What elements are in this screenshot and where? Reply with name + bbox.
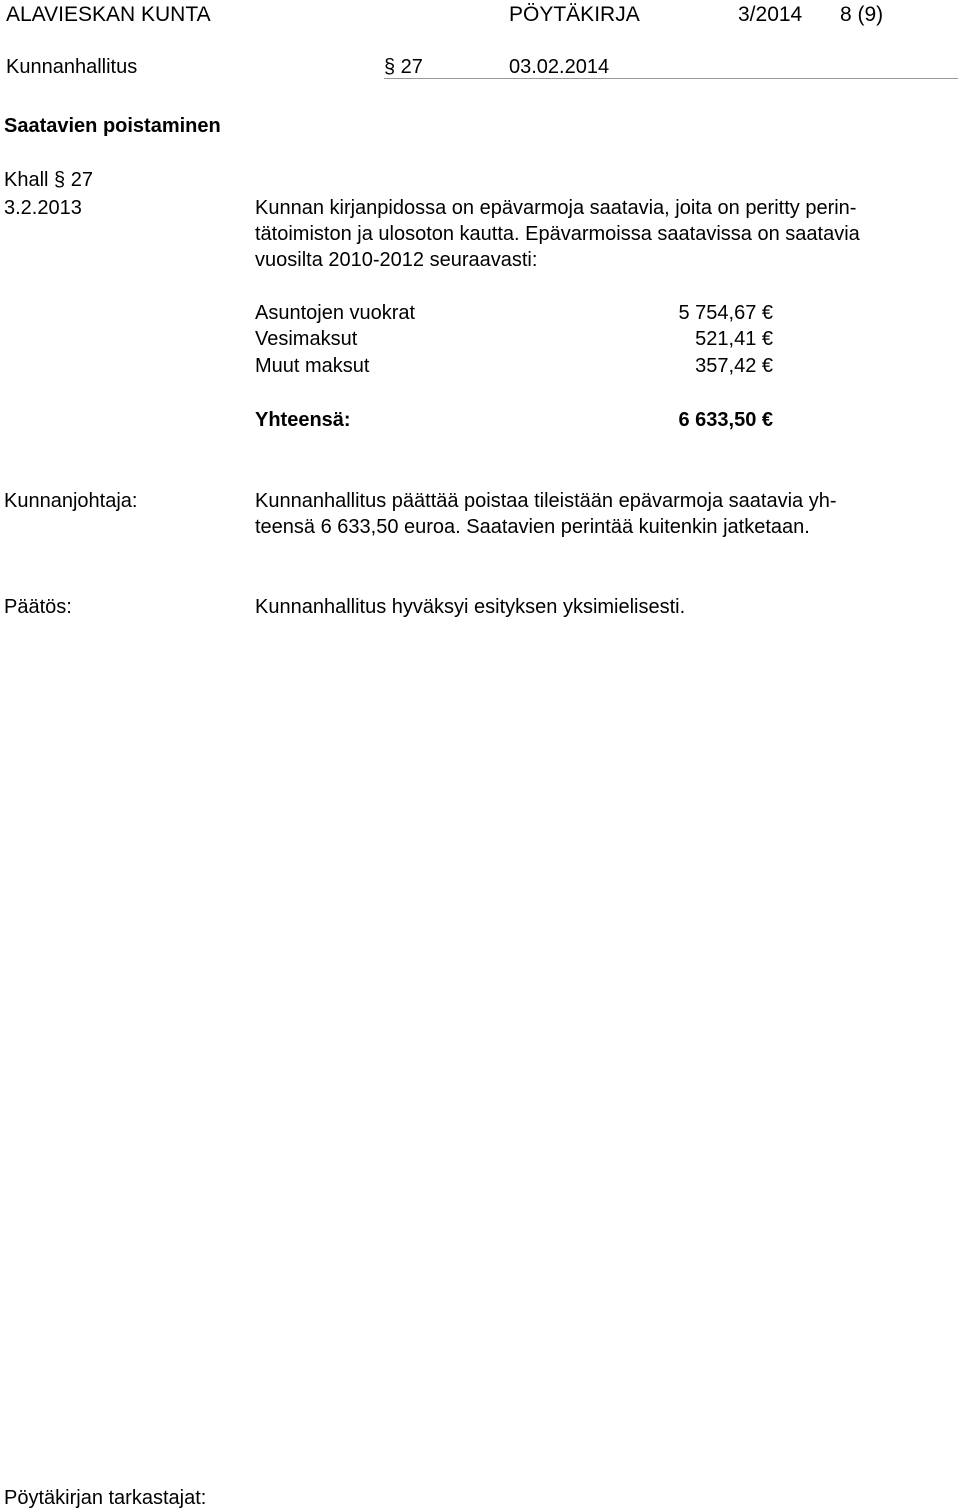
preparation-text-line: tätoimiston ja ulosoton kautta. Epävarmoissa saatavissa on saatavia: [255, 223, 860, 245]
meeting-body: Kunnanhallitus: [6, 56, 138, 78]
document-type: PÖYTÄKIRJA: [509, 3, 640, 26]
document-number: 3/2014: [738, 3, 803, 26]
preparation-text-line: Kunnan kirjanpidossa on epävarmoja saatavia, joita on peritty perin-: [255, 197, 857, 219]
receivable-amount: 357,42 €: [695, 355, 773, 377]
proposal-text-line: teensä 6 633,50 euroa. Saatavien perintää kuitenkin jatketaan.: [255, 516, 810, 538]
preparation-reference: Khall § 27: [4, 169, 93, 191]
receivable-amount: 521,41 €: [695, 328, 773, 350]
total-label: Yhteensä:: [255, 409, 351, 431]
total-amount: 6 633,50 €: [678, 409, 773, 431]
section-number: § 27: [384, 56, 423, 78]
organization-name: ALAVIESKAN KUNTA: [6, 3, 211, 26]
receivable-amount: 5 754,67 €: [678, 302, 773, 324]
proposal-text-line: Kunnanhallitus päättää poistaa tileistään epävarmoja saatavia yh-: [255, 490, 837, 512]
meeting-date: 03.02.2014: [509, 56, 610, 78]
receivable-label: Asuntojen vuokrat: [255, 302, 416, 324]
footer-inspectors-label: Pöytäkirjan tarkastajat:: [4, 1487, 207, 1509]
page-number: 8 (9): [840, 3, 884, 26]
receivable-label: Muut maksut: [255, 355, 370, 377]
receivable-label: Vesimaksut: [255, 328, 358, 350]
header-divider: [384, 78, 958, 79]
preparation-text-line: vuosilta 2010-2012 seuraavasti:: [255, 249, 538, 271]
preparation-date: 3.2.2013: [4, 197, 82, 219]
proposal-label: Kunnanjohtaja:: [4, 490, 138, 512]
decision-text: Kunnanhallitus hyväksyi esityksen yksimielisesti.: [255, 596, 686, 618]
page-title: Saatavien poistaminen: [4, 115, 221, 137]
decision-label: Päätös:: [4, 596, 72, 618]
